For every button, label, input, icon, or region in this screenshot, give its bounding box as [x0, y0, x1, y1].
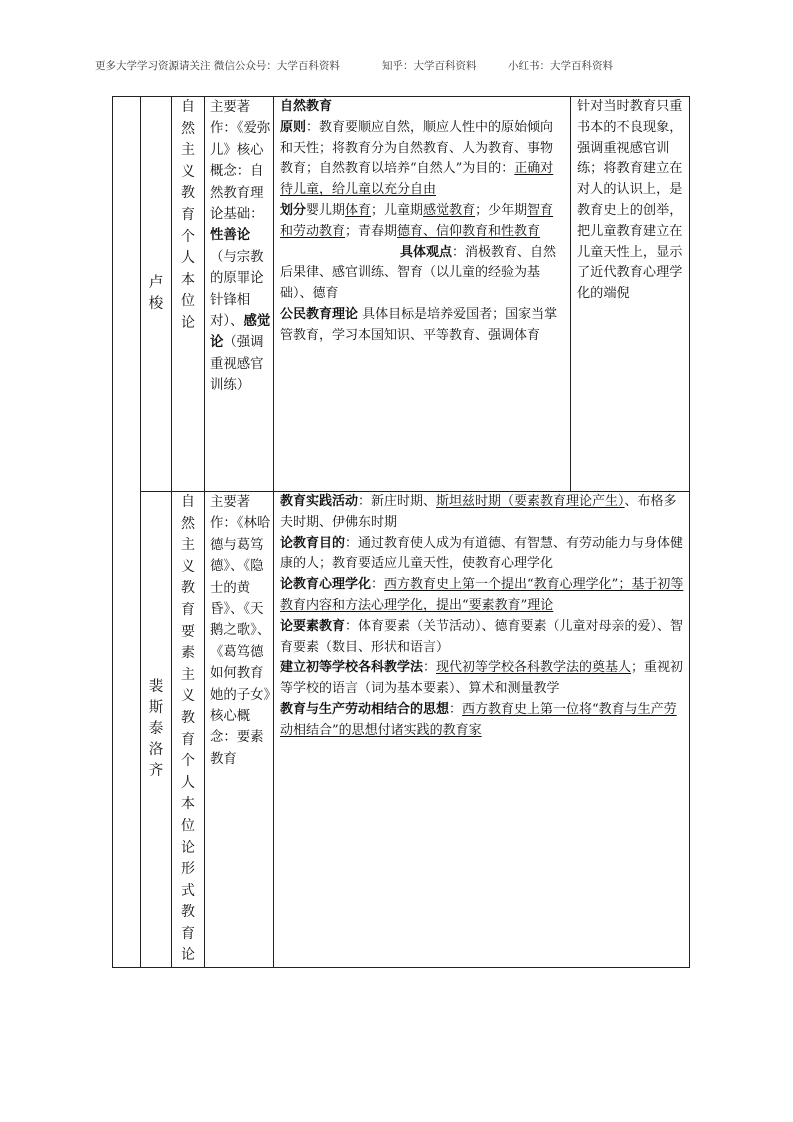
- page-header: [95, 58, 715, 74]
- elements-paragraph: 论要素教育：体育要素（关节活动）、德育要素（儿童对母亲的爱）、智育要素（数目、形状和语言）: [280, 618, 684, 655]
- blank-column: [113, 97, 141, 968]
- principle-paragraph: 原则：教育要顺应自然，顺应人性中的原始倾向和天性；将教育分为自然教育、人为教育、事物教育；自然教育以培养“自然人”为目的：正确对待儿童，给儿童以充分自由: [280, 119, 554, 198]
- evaluation-cell: 针对当时教育只重书本的不良现象，强调重视感官训练；将教育建立在对人的认识上，是教育史上的创举，把儿童教育建立在儿童天性上，显示了近代教育心理学化的端倪: [571, 97, 690, 492]
- section-title: 自然教育: [280, 99, 333, 114]
- educators-table: [112, 96, 690, 968]
- educator-name: 卢梭: [141, 97, 172, 492]
- table-row-pestalozzi: [113, 492, 690, 968]
- header-wechat: 更多大学学习资源请关注 微信公众号：大学百科资料: [95, 60, 340, 72]
- works-cell: 主要著作：《爱弥儿》核心概念：自然教育理论基础：性善论（与宗教的原罪论针锋相对）、感觉论（强调重视感官训练）: [205, 97, 274, 492]
- works-cell: 主要著作：《林哈德与葛笃德》、《隐士的黄昏》、《天鹅之歌》、《葛笃德如何教育她的子女》核心概念：要素教育: [205, 492, 274, 968]
- civic-paragraph: 公民教育理论 具体目标是培养爱国者；国家当掌管教育，学习本国知识、平等教育、强调体育: [280, 306, 558, 343]
- psychology-paragraph: 论教育心理学化：西方教育史上第一个提出“教育心理学化”；基于初等教育内容和方法心理学化，提出“要素教育”理论: [280, 577, 684, 613]
- practice-paragraph: 教育实践活动：新庄时期、斯坦兹时期（要素教育理论产生）、布格多夫时期、伊佛东时期: [280, 494, 677, 530]
- educator-name: 裴斯泰洛齐: [141, 492, 172, 968]
- content-cell: [274, 492, 690, 968]
- header-zhihu: 知乎：大学百科资料: [382, 60, 477, 72]
- labor-paragraph: 教育与生产劳动相结合的思想：西方教育史上第一位将“教育与生产劳动相结合”的思想付诸实践的教育家: [280, 701, 677, 738]
- theory-cell: 自然主义教育个人本位论: [172, 97, 205, 492]
- method-paragraph: 建立初等学校各科教学法：现代初等学校各科教学法的奠基人；重视初等学校的语言（词为基本要素）、算术和测量教学: [280, 660, 684, 697]
- header-xiaohongshu: 小红书：大学百科资料: [508, 60, 613, 72]
- theory-cell: 自然主义教育要素主义教育个人本位论形式教育论: [172, 492, 205, 968]
- table-row-rousseau: [113, 97, 690, 492]
- content-cell: [274, 97, 571, 492]
- division-paragraph: 划分婴儿期体育；儿童期感觉教育；少年期智育和劳动教育；青春期德育、信仰教育和性教育具体观点：消极教育、自然后果律、感官训练、智育（以儿童的经验为基础）、德育: [280, 202, 557, 302]
- goal-paragraph: 论教育目的：通过教育使人成为有道德、有智慧、有劳动能力与身体健康的人；教育要适应儿童天性，使教育心理学化: [280, 535, 684, 572]
